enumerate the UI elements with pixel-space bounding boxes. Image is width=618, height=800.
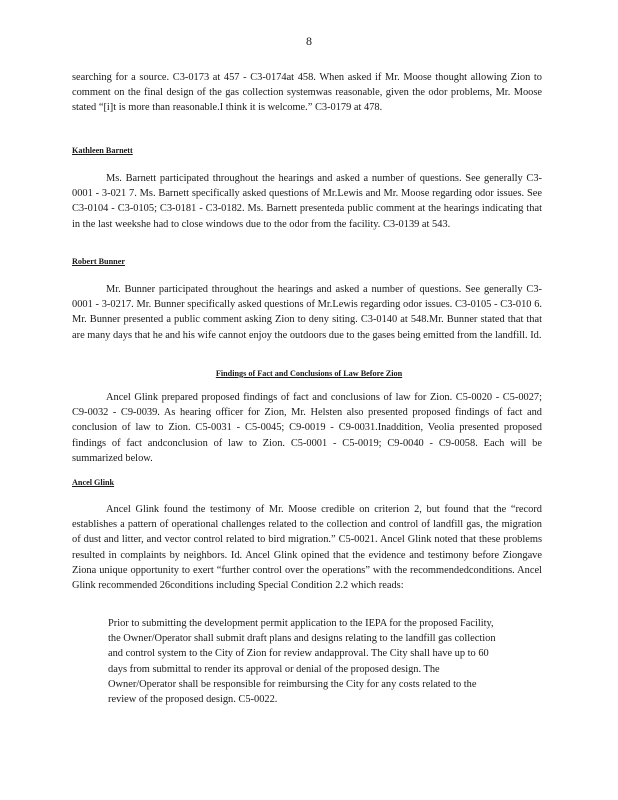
section-heading-findings: Findings of Fact and Conclusions of Law Before Zion <box>215 369 403 378</box>
barnett-paragraph: Ms. Barnett participated throughout the hearings and asked a number of questions. See generally C3-0001 - 3-021 7. Ms. Barnett specifically asked questions of Mr.Lewis and Mr. Moose regarding odor issues. See C3-0104 - C3-0105; C3-0181 - C3-0182. Ms. Barnett presenteda public comment at the hearings indicating that in the last weekshe had to close windows due to the odor from the facility. C3-0139 at 543. <box>72 173 542 230</box>
section-heading-kathleen-barnett: Kathleen Barnett <box>72 146 133 155</box>
glink-paragraph: Ancel Glink found the testimony of Mr. Moose credible on criterion 2, but found that the “record establishes a pattern of operational challenges related to the collection and control of landfill gas, the migration of dust and litter, and vector control related to bird migration.” C5-0021. Ancel Glink noted that these problems resulted in complaints by neighbors. Id. Ancel Glink opined that the evidence and testimony before Ziongave Ziona unique opportunity to exert “further control over the operations” with the recommendedconditions. Ancel Glink recommended 26conditions including Special Condition 2.2 which reads: <box>72 504 542 592</box>
findings-paragraph: Ancel Glink prepared proposed findings of fact and conclusions of law for Zion. C5-0020 - C5-0027; C9-0032 - C9-0039. As hearing officer for Zion, Mr. Helsten also presented proposed findings of fact and conclusion of law to Zion. C5-0031 - C5-0045; C9-0019 - C9-0031.Inaddition, Veolia presented proposed findings of fact andconclusion of law to Zion. C5-0001 - C5-0019; C9-0040 - C9-0058. Each will be summarized below. <box>72 392 542 464</box>
section-heading-robert-bunner: Robert Bunner <box>72 257 125 266</box>
section-heading-ancel-glink: Ancel Glink <box>72 478 115 487</box>
bunner-paragraph: Mr. Bunner participated throughout the hearings and asked a number of questions. See generally C3-0001 - 3-0217. Mr. Bunner specifically asked questions of Mr.Lewis regarding odor issues. C3-0105 - C3-010 6. Mr. Bunner presented a public comment asking Zion to deny siting. C3-0140 at 548.Mr. Bunner stated that that are many days that he and his wife cannot enjoy the outdoors due to the gases being emitted from the landfill. Id. <box>72 284 542 341</box>
intro-paragraph: searching for a source. C3-0173 at 457 - C3-0174at 458. When asked if Mr. Moose thought allowing Zion to comment on the final design of the gas collection systemwas reasonable, given the odor problems, Mr. Moose stated “[i]t is more than reasonable.I think it is welcome.” C3-0179 at 478. <box>72 72 542 114</box>
special-condition-quote: Prior to submitting the development permit application to the IEPA for the proposed Facility, the Owner/Operator shall submit draft plans and designs relating to the landfill gas collection and control system to the City of Zion for review andapproval. The City shall have up to 60 days from submittal to render its approval or denial of the proposed design. The Owner/Operator shall be responsible for reimbursing the City for any costs related to the review of the proposed design. C5-0022. <box>108 618 496 706</box>
page-number: 8 <box>306 34 312 48</box>
